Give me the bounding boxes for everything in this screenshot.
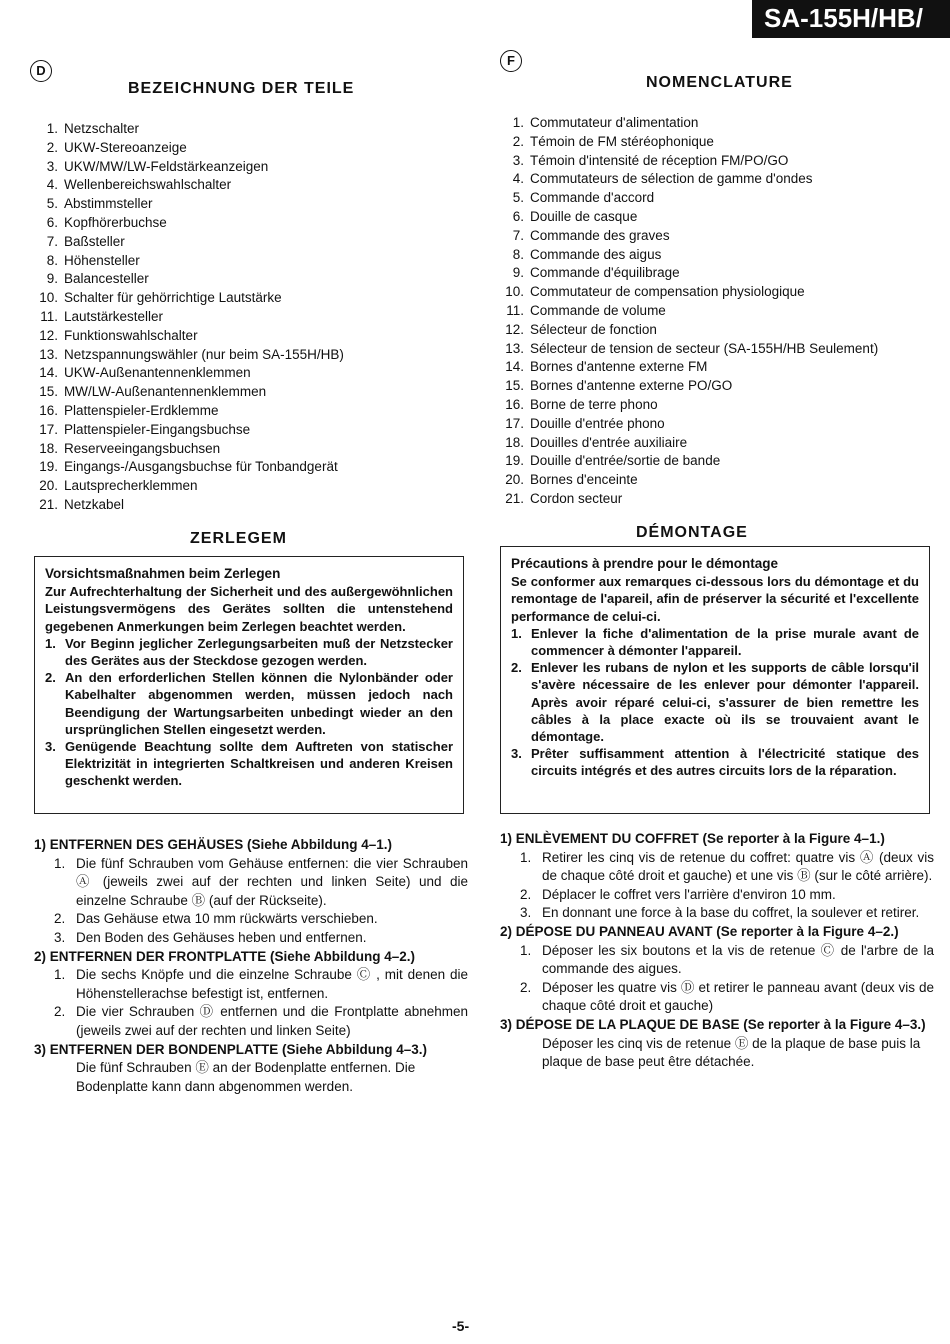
- part-label: UKW-Außenantennenklemmen: [64, 365, 251, 381]
- caution-text: An den erforderlichen Stellen können die Nylonbänder oder Kabelhalter abgenommen werden, müssen jedoch nach Beendigung der Wartungsarbeiten unbedingt wieder an den ursprünglichen Stellen eingesetzt werden.: [65, 670, 453, 737]
- caution-item: [511, 625, 919, 659]
- part-number: 7.: [46, 233, 58, 249]
- step-text: Die fünf Schrauben vom Gehäuse entfernen: die vier Schrauben Ⓐ (jeweils zwei auf der rechten und linken Seite) und die einzelne Schraube Ⓑ (auf der Rückseite).: [76, 855, 468, 908]
- part-label: Sélecteur de tension de secteur (SA-155H/HB Seulement): [530, 340, 879, 356]
- caution-intro-de: Zur Aufrechterhaltung der Sicherheit und des außergewöhnlichen Leistungsvermögens des Gerätes sollten die untenstehend gegebenen Anmerkungen beim Zerlegen beachtet werden.: [45, 584, 453, 634]
- part-number: 17.: [505, 415, 524, 431]
- step-text: Die vier Schrauben Ⓓ entfernen und die Frontplatte abnehmen (jeweils zwei auf der rechten und linken Seite): [76, 1004, 468, 1038]
- part-item: [34, 364, 344, 383]
- caution-item: [511, 659, 919, 745]
- part-number: 16.: [39, 402, 58, 418]
- step-text: Den Boden des Gehäuses heben und entfernen.: [76, 929, 367, 945]
- procedure-step: [34, 966, 468, 1003]
- part-item: [34, 214, 344, 233]
- part-item: [34, 120, 344, 139]
- part-label: Eingangs-/Ausgangsbuchse für Tonbandgerät: [64, 459, 338, 475]
- part-item: [34, 440, 344, 459]
- part-label: Plattenspieler-Eingangsbuchse: [64, 421, 251, 437]
- part-item: [34, 402, 344, 421]
- section-1-steps-fr: [500, 849, 934, 923]
- procedure-step: [34, 1003, 468, 1040]
- part-number: 21.: [39, 496, 58, 512]
- part-item: [34, 176, 344, 195]
- procedure-fr: [500, 830, 934, 1072]
- part-item: [34, 383, 344, 402]
- part-item: [500, 114, 878, 133]
- part-label: Netzspannungswähler (nur beim SA-155H/HB): [64, 346, 344, 362]
- part-number: 5.: [512, 190, 524, 206]
- caution-title-de: Vorsichtsmaßnahmen beim Zerlegen: [45, 566, 281, 581]
- part-number: 18.: [39, 440, 58, 456]
- step-text: Déposer les six boutons et la vis de retenue Ⓒ de l'arbre de la commande des aigues.: [542, 942, 934, 977]
- part-label: Douille d'entrée phono: [530, 415, 665, 431]
- part-label: Netzschalter: [64, 121, 140, 136]
- part-number: 1.: [512, 115, 524, 130]
- part-item: [34, 458, 344, 477]
- part-label: Commutateurs de sélection de gamme d'ondes: [530, 171, 813, 187]
- part-label: Sélecteur de fonction: [530, 321, 657, 337]
- part-number: 10.: [505, 284, 524, 300]
- step-number: 1.: [520, 942, 532, 958]
- part-label: Douille de casque: [530, 208, 638, 224]
- part-number: 12.: [505, 321, 524, 337]
- part-item: [500, 396, 878, 415]
- step-text: En donnant une force à la base du coffret, la soulever et retirer.: [542, 905, 920, 921]
- part-item: [34, 477, 344, 496]
- part-number: 21.: [505, 490, 524, 506]
- part-number: 5.: [46, 196, 58, 212]
- part-number: 6.: [46, 214, 58, 230]
- section-2-title-fr: 2) DÉPOSE DU PANNEAU AVANT (Se reporter à la Figure 4–2.): [500, 923, 899, 939]
- part-number: 20.: [505, 472, 524, 488]
- part-label: Témoin de FM stéréophonique: [530, 133, 714, 149]
- caution-text: Genügende Beachtung sollte dem Auftreten von statischer Elektrizität in integrierten Schaltkreisen und anderen Kreisen geschenkt werden.: [65, 739, 453, 789]
- part-label: Reserveeingangsbuchsen: [64, 440, 221, 456]
- part-number: 11.: [506, 302, 524, 318]
- part-label: Commande de volume: [530, 302, 666, 318]
- caution-text: Prêter suffisamment attention à l'électricité statique des circuits intégrés et des autres circuits lors de la réparation.: [531, 746, 919, 779]
- part-label: Abstimmsteller: [64, 196, 153, 212]
- part-number: 4.: [512, 171, 524, 187]
- part-number: 18.: [505, 434, 524, 450]
- model-badge: SA-155H/HB/: [752, 0, 950, 38]
- caution-box-fr: [500, 546, 930, 814]
- part-label: Kopfhörerbuchse: [64, 214, 167, 230]
- section-3-title-fr: 3) DÉPOSE DE LA PLAQUE DE BASE (Se reporter à la Figure 4–3.): [500, 1016, 926, 1032]
- part-label: Commande d'équilibrage: [530, 265, 680, 281]
- procedure-step: [500, 904, 934, 923]
- part-label: Balancesteller: [64, 271, 149, 287]
- part-number: 2.: [512, 133, 524, 149]
- part-label: Netzkabel: [64, 496, 125, 512]
- caution-text: Enlever la fiche d'alimentation de la prise murale avant de commencer à démonter l'appareil.: [531, 625, 919, 659]
- section-2-title-de: 2) ENTFERNEN DER FRONTPLATTE (Siehe Abbildung 4–2.): [34, 948, 416, 964]
- caution-intro-fr: Se conformer aux remarques ci-dessous lors du démontage et du remontage de l'apareil, afin de préserver la sécurité et l'excellente performance de celui-ci.: [511, 574, 919, 624]
- part-item: [34, 270, 344, 289]
- part-number: 15.: [505, 378, 524, 394]
- part-label: Baßsteller: [64, 233, 125, 249]
- part-label: Commutateur de compensation physiologique: [530, 284, 805, 300]
- part-item: [34, 346, 344, 365]
- part-number: 20.: [39, 478, 58, 494]
- part-item: [500, 189, 878, 208]
- caution-number: 2.: [45, 670, 56, 686]
- part-number: 6.: [512, 208, 524, 224]
- procedure-step: [34, 855, 468, 911]
- part-number: 14.: [505, 359, 524, 375]
- step-number: 2.: [54, 911, 66, 927]
- caution-list-fr: [511, 625, 919, 780]
- part-item: [34, 158, 344, 177]
- procedure-step: [500, 979, 934, 1016]
- caution-number: 1.: [45, 635, 56, 651]
- step-text: Retirer les cinq vis de retenue du coffret: quatre vis Ⓐ (deux vis de chaque côté droit et gauche) et une vis Ⓑ (sur le côté arrière).: [542, 849, 934, 884]
- part-item: [500, 283, 878, 302]
- part-label: Bornes d'antenne externe PO/GO: [530, 378, 733, 394]
- caution-item: [45, 738, 453, 790]
- part-label: Bornes d'antenne externe FM: [530, 359, 708, 375]
- part-number: 2.: [46, 139, 58, 155]
- part-item: [500, 321, 878, 340]
- part-item: [34, 139, 344, 158]
- part-number: 9.: [512, 265, 524, 281]
- part-item: [34, 308, 344, 327]
- page-number: -5-: [452, 1318, 470, 1334]
- part-label: Funktionswahlschalter: [64, 327, 198, 343]
- caution-list-de: [45, 635, 453, 790]
- step-number: 3.: [520, 905, 532, 921]
- step-number: 2.: [520, 979, 532, 995]
- part-label: Höhensteller: [64, 252, 140, 268]
- procedure-step: [500, 886, 934, 905]
- part-item: [500, 434, 878, 453]
- part-item: [500, 471, 878, 490]
- step-number: 1.: [54, 967, 66, 983]
- procedure-de: [34, 836, 468, 1096]
- part-label: Témoin d'intensité de réception FM/PO/GO: [530, 152, 789, 168]
- part-item: [500, 264, 878, 283]
- section-1-title-de: 1) ENTFERNEN DES GEHÄUSES (Siehe Abbildung 4–1.): [34, 837, 393, 852]
- section-3-text-fr: Déposer les cinq vis de retenue Ⓔ de la plaque de base puis la plaque de base peut être détachée.: [542, 1035, 921, 1070]
- section-letter-de: D: [30, 60, 52, 82]
- part-label: Lautsprecherklemmen: [64, 478, 198, 494]
- parts-list-fr: [500, 114, 878, 509]
- step-number: 3.: [54, 929, 66, 945]
- part-number: 9.: [46, 271, 58, 287]
- part-label: Plattenspieler-Erdklemme: [64, 402, 219, 418]
- step-number: 2.: [54, 1004, 66, 1020]
- step-text: Das Gehäuse etwa 10 mm rückwärts verschieben.: [76, 911, 378, 927]
- part-number: 19.: [39, 459, 58, 475]
- procedure-step: [34, 929, 468, 948]
- caution-item: [45, 635, 453, 669]
- part-number: 13.: [505, 340, 524, 356]
- part-label: UKW/MW/LW-Feldstärkeanzeigen: [64, 158, 269, 174]
- part-number: 7.: [512, 227, 524, 243]
- part-item: [500, 246, 878, 265]
- disassembly-title-fr: DÉMONTAGE: [636, 524, 748, 541]
- part-label: Borne de terre phono: [530, 396, 658, 412]
- part-number: 13.: [39, 346, 58, 362]
- part-label: Commande des aigus: [530, 246, 662, 262]
- section-3-text-de: Die fünf Schrauben Ⓔ an der Bodenplatte entfernen. Die Bodenplatte kann dann abgenommen werden.: [76, 1060, 416, 1094]
- part-number: 14.: [39, 365, 58, 381]
- section-2-steps-de: [34, 966, 468, 1040]
- part-item: [34, 421, 344, 440]
- step-number: 2.: [520, 886, 532, 902]
- part-label: Schalter für gehörrichtige Lautstärke: [64, 290, 282, 306]
- section-1-title-fr: 1) ENLÈVEMENT DU COFFRET (Se reporter à la Figure 4–1.): [500, 831, 885, 846]
- part-item: [34, 327, 344, 346]
- part-number: 11.: [40, 308, 58, 324]
- part-label: Lautstärkesteller: [64, 308, 164, 324]
- part-label: Commande des graves: [530, 227, 670, 243]
- section-1-steps-de: [34, 855, 468, 948]
- part-number: 1.: [46, 121, 58, 136]
- part-number: 12.: [39, 327, 58, 343]
- part-number: 8.: [46, 252, 58, 268]
- part-item: [500, 152, 878, 171]
- part-item: [34, 252, 344, 271]
- part-number: 19.: [505, 453, 524, 469]
- part-number: 8.: [512, 246, 524, 262]
- caution-text: Vor Beginn jeglicher Zerlegungsarbeiten muß der Netzstecker des Gerätes aus der Steckdose gezogen werden.: [65, 635, 453, 669]
- caution-number: 1.: [511, 625, 522, 641]
- part-item: [500, 208, 878, 227]
- part-item: [500, 377, 878, 396]
- part-item: [500, 302, 878, 321]
- step-text: Die sechs Knöpfe und die einzelne Schraube Ⓒ , mit denen die Höhenstellerachse befestigt ist, entfernen.: [76, 967, 468, 1001]
- step-number: 1.: [520, 849, 532, 865]
- caution-box-de: [34, 556, 464, 814]
- disassembly-title-de: ZERLEGEM: [190, 530, 287, 547]
- part-label: Douilles d'entrée auxiliaire: [530, 434, 688, 450]
- part-item: [34, 195, 344, 214]
- part-number: 3.: [46, 158, 58, 174]
- part-label: MW/LW-Außenantennenklemmen: [64, 384, 267, 400]
- section-2-steps-fr: [500, 942, 934, 1016]
- part-item: [34, 233, 344, 252]
- part-label: Wellenbereichswahlschalter: [64, 177, 232, 193]
- part-item: [500, 452, 878, 471]
- part-number: 3.: [512, 152, 524, 168]
- part-item: [500, 170, 878, 189]
- part-item: [500, 133, 878, 152]
- part-item: [500, 490, 878, 509]
- part-item: [500, 227, 878, 246]
- part-label: UKW-Stereoanzeige: [64, 139, 187, 155]
- caution-number: 3.: [45, 739, 56, 755]
- section-3-title-de: 3) ENTFERNEN DER BONDENPLATTE (Siehe Abbildung 4–3.): [34, 1041, 428, 1057]
- part-number: 4.: [46, 177, 58, 193]
- part-item: [34, 496, 344, 515]
- part-number: 16.: [505, 396, 524, 412]
- part-item: [500, 340, 878, 359]
- caution-title-fr: Précautions à prendre pour le démontage: [511, 556, 779, 571]
- part-number: 15.: [39, 384, 58, 400]
- procedure-step: [500, 942, 934, 979]
- caution-item: [511, 745, 919, 779]
- procedure-step: [34, 910, 468, 929]
- part-label: Cordon secteur: [530, 490, 623, 506]
- parts-list-de: [34, 120, 344, 515]
- caution-text: Enlever les rubans de nylon et les supports de câble lorsqu'il s'avère nécessaire de les enlever pour démonter l'appareil. Après avoir réparé celui-ci, s'assurer de bien remettre les câbles à la place exacte où ils se trouvaient avant le démontage.: [531, 660, 919, 745]
- procedure-step: [500, 849, 934, 886]
- caution-item: [45, 669, 453, 738]
- nomenclature-title-de: BEZEICHNUNG DER TEILE: [128, 80, 355, 97]
- part-label: Commutateur d'alimentation: [530, 115, 699, 130]
- caution-number: 3.: [511, 746, 522, 762]
- part-number: 10.: [39, 290, 58, 306]
- part-item: [500, 358, 878, 377]
- part-label: Commande d'accord: [530, 190, 655, 206]
- part-item: [500, 415, 878, 434]
- step-text: Déposer les quatre vis Ⓓ et retirer le panneau avant (deux vis de chaque côté droit et gauche): [542, 979, 934, 1014]
- section-letter-fr: F: [500, 50, 522, 72]
- part-label: Douille d'entrée/sortie de bande: [530, 453, 721, 469]
- part-label: Bornes d'enceinte: [530, 472, 638, 488]
- step-text: Déplacer le coffret vers l'arrière d'environ 10 mm.: [542, 886, 836, 902]
- nomenclature-title-fr: NOMENCLATURE: [646, 74, 793, 91]
- part-number: 17.: [39, 421, 58, 437]
- part-item: [34, 289, 344, 308]
- step-number: 1.: [54, 855, 66, 871]
- caution-number: 2.: [511, 660, 522, 676]
